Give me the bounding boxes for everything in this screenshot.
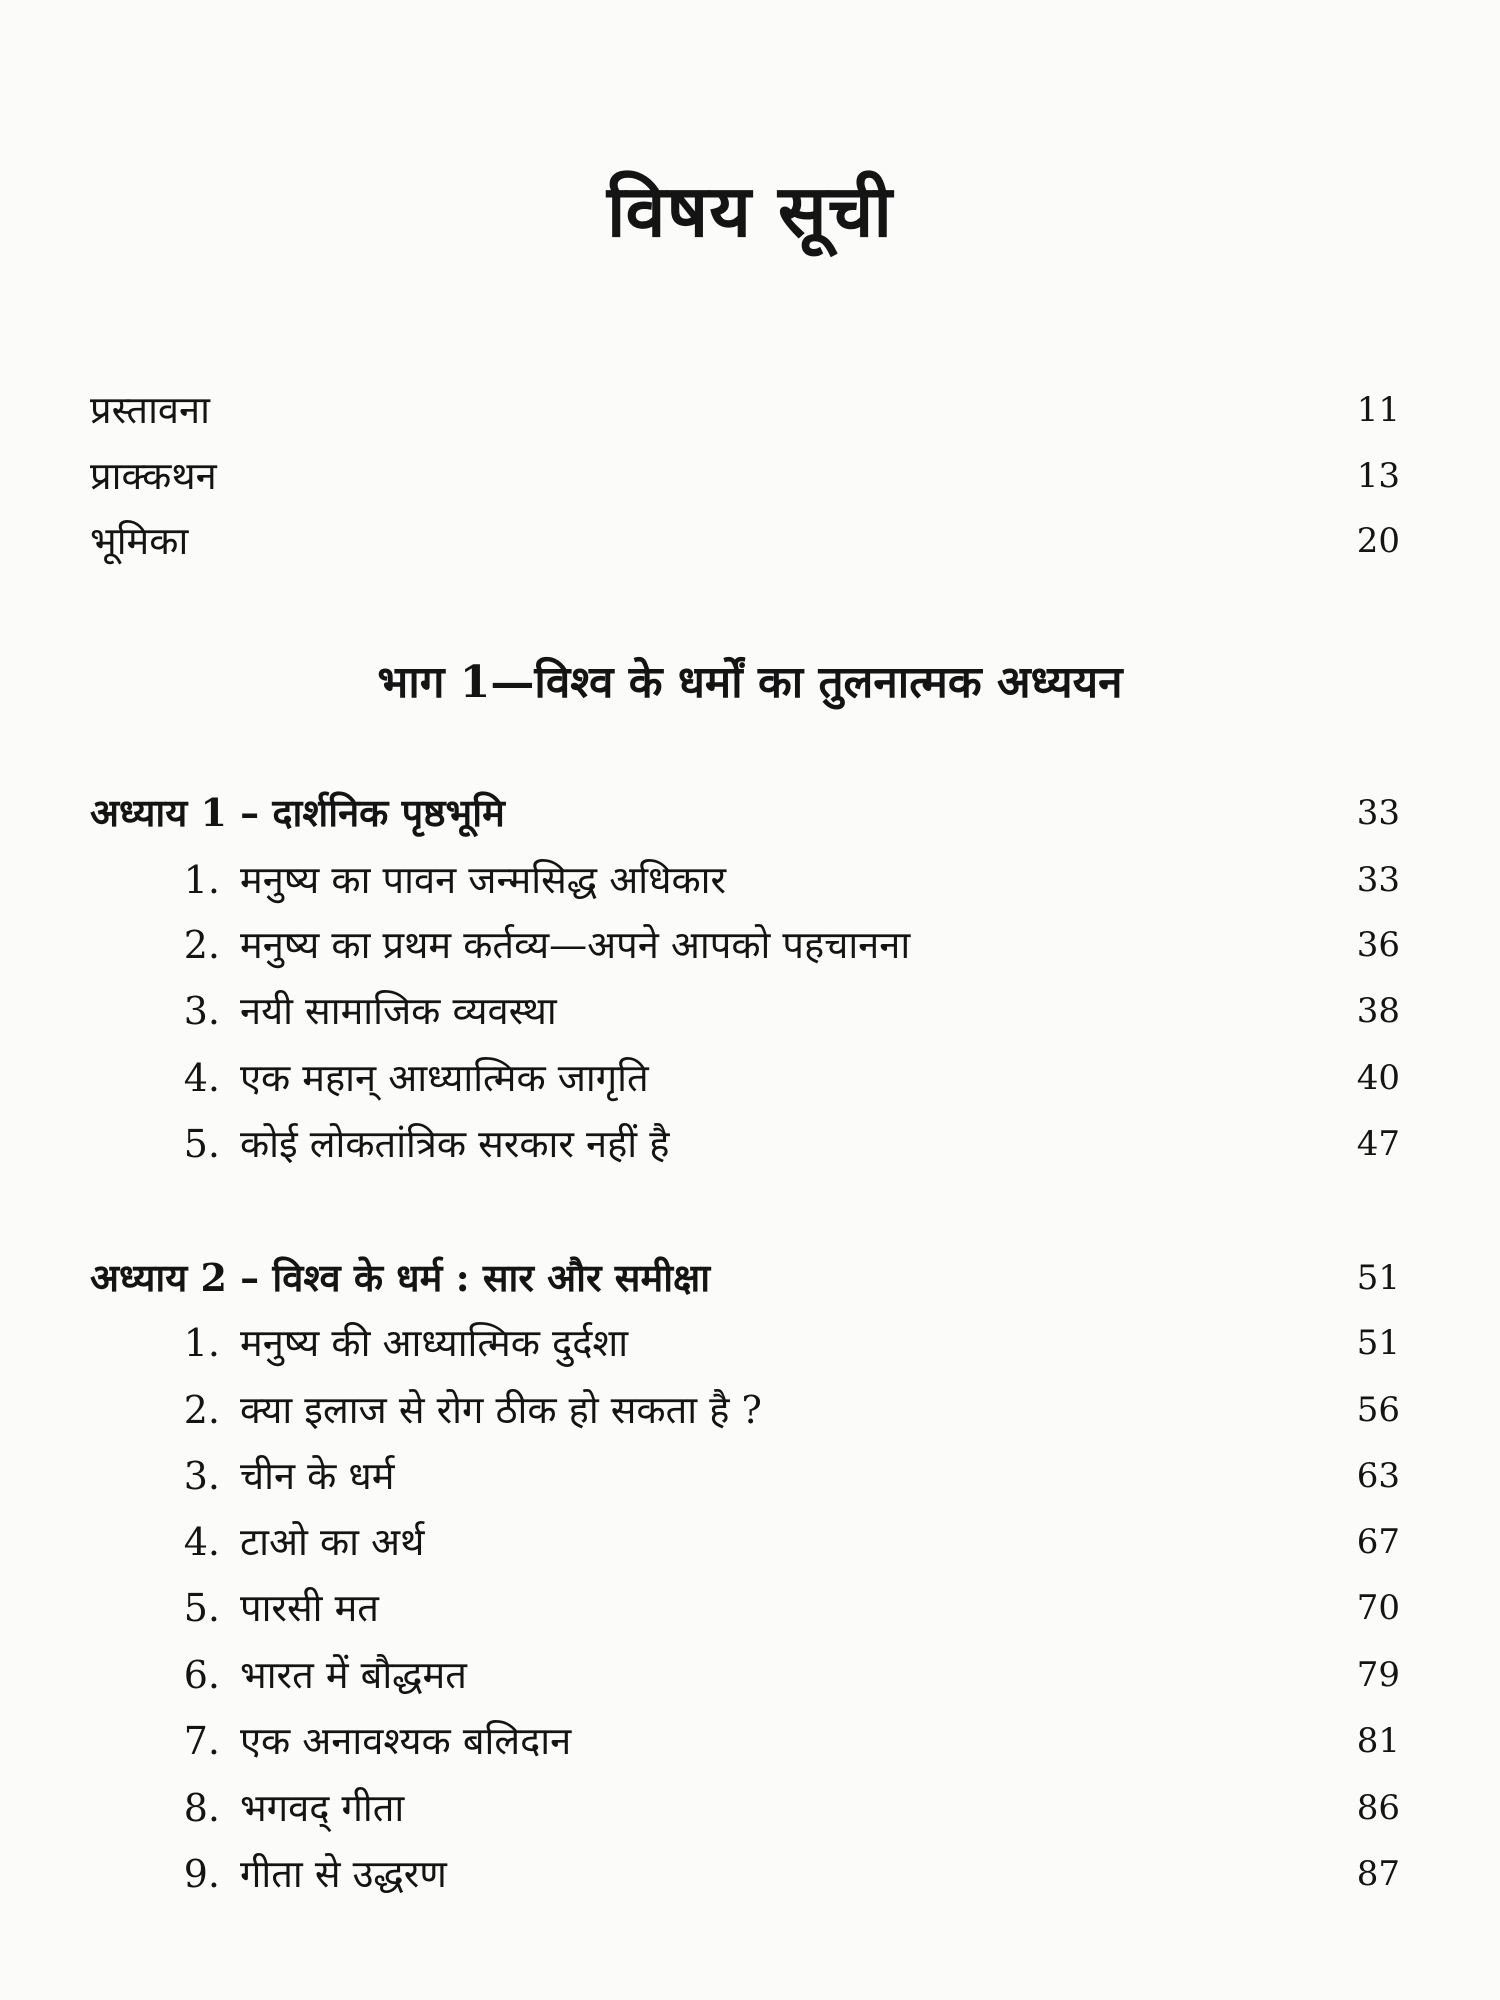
item-label: टाओ का अर्थ bbox=[240, 1520, 425, 1564]
toc-item-1-2[interactable] bbox=[90, 917, 1400, 973]
item-page: 87 bbox=[1356, 1854, 1400, 1894]
toc-item-2-2[interactable] bbox=[90, 1382, 1400, 1438]
item-page: 38 bbox=[1356, 991, 1400, 1031]
entry-label: प्रस्तावना bbox=[90, 388, 210, 432]
item-label: एक अनावश्यक बलिदान bbox=[240, 1719, 572, 1763]
chapter-page: 51 bbox=[1356, 1258, 1400, 1298]
item-label: भारत में बौद्धमत bbox=[240, 1653, 467, 1697]
toc-item-2-7[interactable] bbox=[90, 1713, 1400, 1769]
toc-item-1-1[interactable] bbox=[90, 852, 1400, 908]
item-label: मनुष्य की आध्यात्मिक दुर्दशा bbox=[240, 1321, 629, 1365]
item-label: क्या इलाज से रोग ठीक हो सकता है ? bbox=[240, 1388, 762, 1432]
entry-label: प्राक्कथन bbox=[90, 454, 217, 498]
item-number: 9. bbox=[183, 1852, 220, 1896]
item-number: 1. bbox=[183, 858, 220, 902]
item-label: नयी सामाजिक व्यवस्था bbox=[240, 989, 557, 1033]
item-number: 2. bbox=[183, 923, 220, 967]
toc-item-2-5[interactable] bbox=[90, 1580, 1400, 1636]
item-page: 63 bbox=[1356, 1456, 1400, 1496]
item-page: 70 bbox=[1356, 1588, 1400, 1628]
chapter-page: 33 bbox=[1356, 793, 1400, 833]
toc-item-2-4[interactable] bbox=[90, 1514, 1400, 1570]
toc-item-1-5[interactable] bbox=[90, 1116, 1400, 1172]
item-label: भगवद् गीता bbox=[240, 1786, 405, 1830]
item-number: 8. bbox=[183, 1786, 220, 1830]
entry-label: भूमिका bbox=[90, 519, 189, 563]
item-label: मनुष्य का पावन जन्मसिद्ध अधिकार bbox=[240, 858, 727, 902]
toc-entry-front-1[interactable] bbox=[90, 382, 1400, 438]
toc-item-2-8[interactable] bbox=[90, 1780, 1400, 1836]
toc-item-2-1[interactable] bbox=[90, 1315, 1400, 1371]
item-page: 40 bbox=[1356, 1058, 1400, 1098]
item-page: 81 bbox=[1356, 1721, 1400, 1761]
item-label: गीता से उद्धरण bbox=[240, 1852, 447, 1896]
item-label: पारसी मत bbox=[240, 1586, 379, 1630]
item-label: मनुष्य का प्रथम कर्तव्य—अपने आपको पहचानना bbox=[240, 923, 911, 967]
toc-chapter-2[interactable] bbox=[90, 1250, 1400, 1306]
item-number: 4. bbox=[183, 1520, 220, 1564]
entry-page: 13 bbox=[1356, 456, 1400, 496]
toc-entry-front-2[interactable] bbox=[90, 448, 1400, 504]
item-page: 56 bbox=[1356, 1390, 1400, 1430]
page-title: विषय सूची bbox=[606, 168, 894, 253]
toc-item-2-3[interactable] bbox=[90, 1448, 1400, 1504]
item-page: 86 bbox=[1356, 1788, 1400, 1828]
item-number: 5. bbox=[183, 1586, 220, 1630]
item-number: 4. bbox=[183, 1056, 220, 1100]
part-heading: भाग 1—विश्व के धर्मों का तुलनात्मक अध्ययन bbox=[377, 657, 1123, 708]
item-number: 7. bbox=[183, 1719, 220, 1763]
toc-item-2-9[interactable] bbox=[90, 1846, 1400, 1902]
item-page: 47 bbox=[1356, 1124, 1400, 1164]
toc-item-1-4[interactable] bbox=[90, 1050, 1400, 1106]
chapter-title: अध्याय 2 – विश्व के धर्म : सार और समीक्षा bbox=[90, 1255, 711, 1300]
item-page: 79 bbox=[1356, 1655, 1400, 1695]
entry-page: 20 bbox=[1356, 521, 1400, 561]
toc-chapter-1[interactable] bbox=[90, 785, 1400, 841]
item-number: 2. bbox=[183, 1388, 220, 1432]
item-label: कोई लोकतांत्रिक सरकार नहीं है bbox=[240, 1122, 670, 1166]
item-number: 5. bbox=[183, 1122, 220, 1166]
toc-item-1-3[interactable] bbox=[90, 983, 1400, 1039]
chapter-title: अध्याय 1 – दार्शनिक पृष्ठभूमि bbox=[90, 790, 505, 835]
item-label: चीन के धर्म bbox=[240, 1454, 395, 1498]
item-number: 3. bbox=[183, 1454, 220, 1498]
item-page: 36 bbox=[1356, 925, 1400, 965]
toc-entry-front-3[interactable] bbox=[90, 513, 1400, 569]
item-page: 51 bbox=[1356, 1323, 1400, 1363]
item-label: एक महान् आध्यात्मिक जागृति bbox=[240, 1056, 649, 1100]
item-page: 67 bbox=[1356, 1522, 1400, 1562]
toc-item-2-6[interactable] bbox=[90, 1647, 1400, 1703]
item-page: 33 bbox=[1356, 860, 1400, 900]
entry-page: 11 bbox=[1356, 390, 1400, 430]
item-number: 3. bbox=[183, 989, 220, 1033]
item-number: 1. bbox=[183, 1321, 220, 1365]
item-number: 6. bbox=[183, 1653, 220, 1697]
